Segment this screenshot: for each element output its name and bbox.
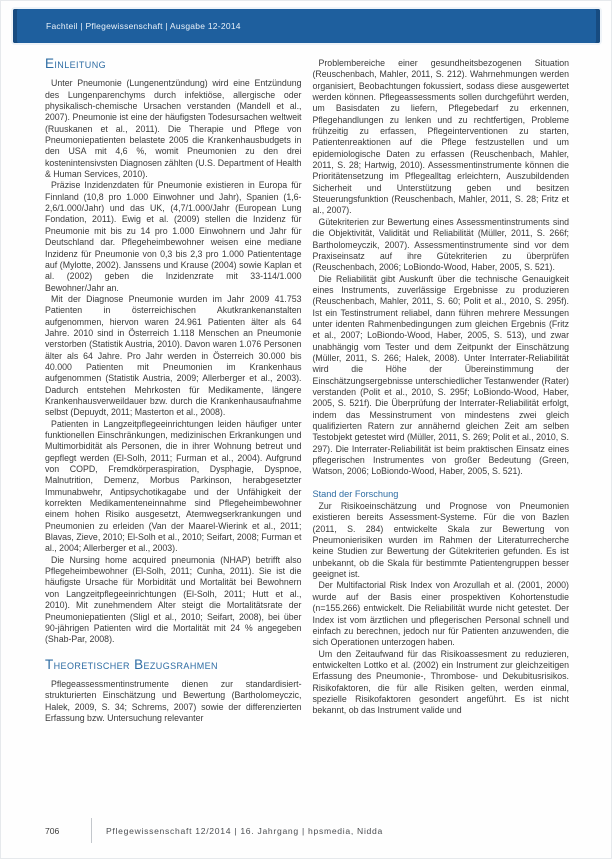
paragraph: Problembereiche einer gesundheitsbezogenen Situation (Reuschenbach, Mahler, 2011, S. 212). Wahrnehmungen werden organisiert, Beobachtungen fokussiert, sodass diese ausgewertet werden können. Pflegeassessments sollen durchgeführt werden, um Basisdaten zu liefern, Pflegebedarf zu erkennen, Pflegehandlungen zu lenken und zu rechtfertigen, Probleme frühzeitig zu erfassen, Pflegeinterventionen zu starten, Patientenreaktionen auf die Pflege festzustellen und um epidemiologische Daten zu erfassen (Reuschenbach, Mahler, 2011, S. 28; Hartwig, 2010). Assessmentinstrumente können die Prioritätensetzung im Pflegealltag erleichtern, Auszubildenden Sicherheit und Unterstützung geben und besitzen Steuerungsfunktion (Reuschenbach, Mahler, 2011, S. 28; Fritz et al., 2007). xyxy=(312,58,569,216)
paragraph: Patienten in Langzeitpflegeeinrichtungen leiden häufiger unter funktionellen Einschränkungen, medizinischen Erkrankungen und Multimorbidität als Personen, die in ihrer Wohnung betreut und gepflegt werden (El-Solh, 2011; Furman et al., 2004). Aufgrund von COPD, Fremdkörperaspiration, Dysphagie, Dyspnoe, Malnutrition, Demenz, Morbus Parkinson, herabgesetzter Immunabwehr, Antipsychotikagabe und der Unfähigkeit der korrekten Medikamenteneinnahme sind Pflegeheimbewohner einem hohen Risiko ausgesetzt, Atemwegserkrankungen und Pneumonien zu erleiden (Van der Maarel-Wierink et al., 2011; Blavas, Zieve, 2010; El-Solh et al., 2010; Seifart, 2008; Furman et al., 2004; Allerberger et al., 2003). xyxy=(45,418,302,554)
right-column xyxy=(313,58,570,724)
header-breadcrumb: Fachteil | Pflegewissenschaft | Ausgabe 12-2014 xyxy=(46,21,241,31)
footer-divider xyxy=(91,818,92,843)
paragraph: Gütekriterien zur Bewertung eines Assessmentinstruments sind die Objektivität, Validität und Reliabilität (Müller, 2011, S. 266f; Bartholomeyczik, 2007). Assessmentinstrumente sind vor dem Praxiseinsatz auf ihre Gütekriterien zu überprüfen (Reuschenbach, 2006; LoBiondo-Wood, Haber, 2005, S. 521). xyxy=(312,216,569,273)
footer-journal-line: Pflegewissenschaft 12/2014 | 16. Jahrgang | hpsmedia, Nidda xyxy=(106,825,383,836)
paragraph: Unter Pneumonie (Lungenentzündung) wird eine Entzündung des Lungenparenchyms durch infektiöse, allergische oder physikalisch-chemische Ursachen verstanden (Mandell et al., 2007). Pneumonie ist eine der häufigsten Todesursachen weltweit (Ruuskanen et al., 2011). Die Therapie und Pflege von Pneumoniepatienten belastete 2005 die Krankenhausbudgets in den USA mit 4,6 %, womit Pneumonien zu den drei kostenintensivsten Diagnosen zählten (U.S. Department of Health & Human Services, 2010). xyxy=(45,78,302,180)
section-heading-einleitung: Einleitung xyxy=(45,56,107,71)
paragraph: Pflegeassessmentinstrumente dienen zur standardisiert-strukturierten Einschätzung und Bewertung (Bartholomeyczic, Halek, 2009, S. 34; Schrems, 2007) sowie der differenzierten Erfassung bzw. Untersuchung relevanter xyxy=(45,678,302,723)
subsection-heading-stand-der-forschung: Stand der Forschung xyxy=(312,488,399,499)
paragraph: Die Nursing home acquired pneumonia (NHAP) betrifft also Pflegeheimbewohner (El-Solh, 2011; Cunha, 2011). Sie ist die häufigste Ursache für Morbidität und Mortalität bei Bewohnern von Langzeitpflegeeinrichtungen (El-Solh, 2011; Hutt et al., 2010). Mit zunehmendem Alter steigt die Mortalitätsrate der Pneumoniepatienten (Sligl et al., 2010; Seifart, 2008), bei über 90-jährigen Patienten wird die Mortalität mit 24 % angegeben (Shab-Par, 2008). xyxy=(45,554,302,645)
section-heading-theoretischer-bezugsrahmen: Theoretischer Bezugsrahmen xyxy=(45,656,218,672)
paragraph: Zur Risikoeinschätzung und Prognose von Pneumonien existieren bereits Assessment-Systeme. Für die von Bazlen (2011, S. 284) entwickelte Skala zur Bewertung von Pneumonierisiken wurden im Rahmen der Literaturrecherche keine Studien zur Bewertung der Gütekriterien gefunden. Es ist unbekannt, ob die Skala für bestimmte Patientengruppen besser geeignet ist. xyxy=(312,501,569,580)
paragraph: Präzise Inzidenzdaten für Pneumonie existieren in Europa für Finnland (10,8 pro 1.000 Einwohner und Jahr), Spanien (1,6-2,6/1.000/Jahr) und das UK, (4,7/1.000/Jahr (European Lung Fondation, 2011). Ewig et al. (2009) stellen die Inzidenz für Pneumonie mit bis zu 14 pro 1.000 Einwohnern und Jahr für Deutschland dar. Pflegeheimbewohner weisen eine mediane Inzidenz für Pneumonie von 0,3 bis 2,3 pro 1.000 Patiententage auf (Mylotte, 2002). Janssens und Krause (2004) sowie Kaplan et al. (2002) geben die Inzidenzrate mit 33-114/1.000 Bewohner/Jahr an. xyxy=(45,180,302,293)
page-number: 706 xyxy=(45,825,60,836)
paragraph: Die Reliabilität gibt Auskunft über die technische Genauigkeit eines Instruments, zuverlässige Ergebnisse zu produzieren (Reuschenbach, Mahler, 2011, S. 60; Polit et al., 2010, S. 295f). Ist ein Testinstrument reliabel, dann führen mehrere Messungen unter identen Rahmenbedingungen zum gleichen Ergebnis (Fritz et al., 2007; LoBiondo-Wood, Haber, 2005, S. 513), und zwar unabhängig vom Tester und dem Zeitpunkt der Einschätzung (Müller, 2011, S. 266; Halek, 2008). Unter Interrater-Reliabilität wird die Höhe der Übereinstimmung der Einschätzungsergebnisse unterschiedlicher Testanwender (Rater) verstanden (Polit et al., 2010, S. 295f; LoBiondo-Wood, Haber, 2005, S. 521f). Die Überprüfung der Interrater-Reliabilität erfolgt, indem das Messinstrument von mindestens zwei gleich qualifizierten Ratern zur annähernd gleichen Zeit am selben Testobjekt getestet wird (Müller, 2011, S. 269; Polit et al., 2010, S. 297). Die Interrater-Reliabilität ist beim praktischen Einsatz eines pflegerischen Instrumentes von großer Bedeutung (Green, Watson, 2006; LoBiondo-Wood, Haber, 2005, S. 521). xyxy=(312,273,569,477)
page-footer xyxy=(45,818,569,843)
paragraph: Um den Zeitaufwand für das Risikoassesment zu reduzieren, entwickelten Lottko et al. (2002) ein Instrument zur gleichzeitigen Erfassung des Pneumonie-, Thrombose- und Dekubitusrisikos. Risikofaktoren, die für alle Risiken gelten, werden einmal, spezielle Risikofaktoren gesondert angeführt. Es ist nicht bekannt, ob das Instrument valide und xyxy=(312,648,569,716)
article-body xyxy=(45,58,569,724)
header-bar xyxy=(13,9,600,43)
left-column xyxy=(45,58,302,724)
paragraph: Der Multifactorial Risk Index von Arozullah et al. (2001, 2000) wurde auf der Basis einer prospektiven Kohortenstudie (n=155.266) entwickelt. Die Reliabilität wurde nicht getestet. Der Index ist vom ärztlichen und pflegerischen Personal schnell und einfach zu berechnen, jedoch nur für Patienten anzuwenden, die sich Operationen unterzogen haben. xyxy=(312,580,569,648)
paragraph: Mit der Diagnose Pneumonie wurden im Jahr 2009 41.753 Patienten in österreichischen Akutkrankenanstalten aufgenommen, hiervon waren 24.961 Patienten älter als 64 Jahre. 2010 sind in Österreich 1.118 Menschen an Pneumonie verstorben (Statistik Austria, 2010). Davon waren 1.076 Personen älter als 64 Jahre. Pro Jahr werden in Österreich 30.000 bis 40.000 Patienten mit Pneumonien im Krankenhaus aufgenommen (Statistik Austria, 2009; Allerberger et al., 2003). Dadurch entstehen Mehrkosten für Medikamente, längere Krankenhausverweildauer bzw. durch die Krankenhausaufnahme selbst (Depuydt, 2011; Masterton et al., 2008). xyxy=(45,293,302,418)
